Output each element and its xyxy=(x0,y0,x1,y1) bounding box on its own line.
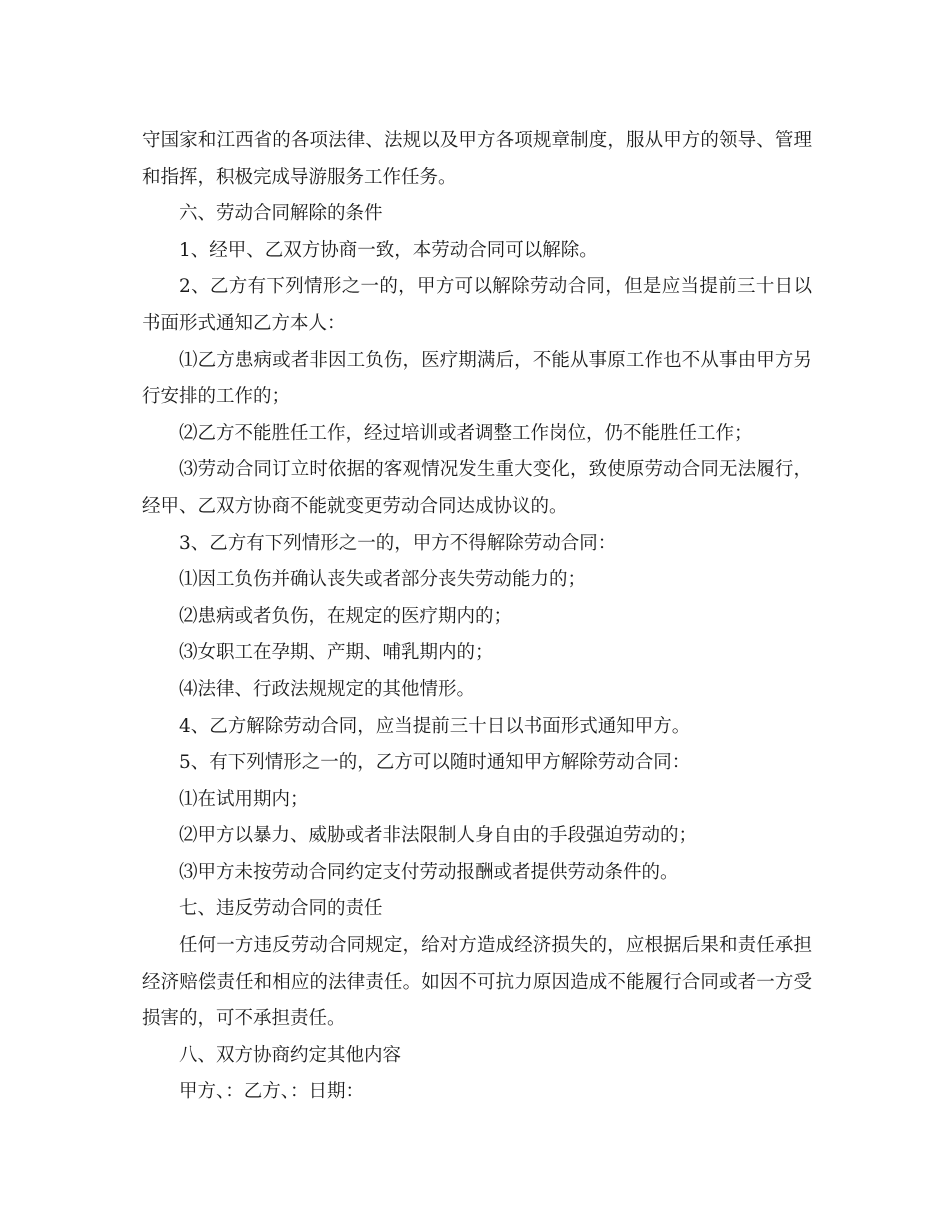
clause-3-item-4: ⑷法律、行政法规规定的其他情形。 xyxy=(179,678,476,700)
document-body xyxy=(142,123,812,1111)
section-heading-termination-conditions: 六、劳动合同解除的条件 xyxy=(179,203,383,225)
clause-1: 1、经甲、乙双方协商一致，本劳动合同可以解除。 xyxy=(179,239,598,261)
clause-2-item-2: ⑵乙方不能胜任工作，经过培训或者调整工作岗位，仍不能胜任工作； xyxy=(179,422,753,444)
clause-2: 2、乙方有下列情形之一的，甲方可以解除劳动合同，但是应当提前三十日以书面形式通知乙方本人： xyxy=(142,276,812,334)
section-heading-other-terms: 八、双方协商约定其他内容 xyxy=(179,1044,402,1066)
clause-5-item-1: ⑴在试用期内； xyxy=(179,788,309,810)
section-heading-breach-liability: 七、违反劳动合同的责任 xyxy=(179,898,383,920)
clause-2-item-3: ⑶劳动合同订立时依据的客观情况发生重大变化，致使原劳动合同无法履行，经甲、乙双方协商不能就变更劳动合同达成协议的。 xyxy=(142,459,812,517)
clause-5-item-3: ⑶甲方未按劳动合同约定支付劳动报酬或者提供劳动条件的。 xyxy=(179,861,679,883)
clause-5: 5、有下列情形之一的，乙方可以随时通知甲方解除劳动合同： xyxy=(179,752,691,774)
signature-line: 甲方、：乙方、：日期： xyxy=(179,1081,365,1103)
clause-2-item-1: ⑴乙方患病或者非因工负伤，医疗期满后，不能从事原工作也不从事由甲方另行安排的工作的； xyxy=(142,349,812,408)
clause-3-item-3: ⑶女职工在孕期、产期、哺乳期内的； xyxy=(179,642,494,664)
breach-liability-text: 任何一方违反劳动合同规定，给对方造成经济损失的，应根据后果和责任承担经济赔偿责任和相应的法律责任。如因不可抗力原因造成不能履行合同或者一方受损害的，可不承担责任。 xyxy=(142,935,812,1030)
clause-3-item-2: ⑵患病或者负伤，在规定的医疗期内的； xyxy=(179,605,513,627)
paragraph-continued-text: 守国家和江西省的各项法律、法规以及甲方各项规章制度，服从甲方的领导、管理和指挥，积极完成导游服务工作任务。 xyxy=(142,130,812,188)
clause-5-item-2: ⑵甲方以暴力、威胁或者非法限制人身自由的手段强迫劳动的； xyxy=(179,825,698,847)
clause-3: 3、乙方有下列情形之一的，甲方不得解除劳动合同： xyxy=(179,532,617,554)
clause-4: 4、乙方解除劳动合同，应当提前三十日以书面形式通知甲方。 xyxy=(179,715,691,737)
clause-3-item-1: ⑴因工负伤并确认丧失或者部分丧失劳动能力的； xyxy=(179,569,587,591)
